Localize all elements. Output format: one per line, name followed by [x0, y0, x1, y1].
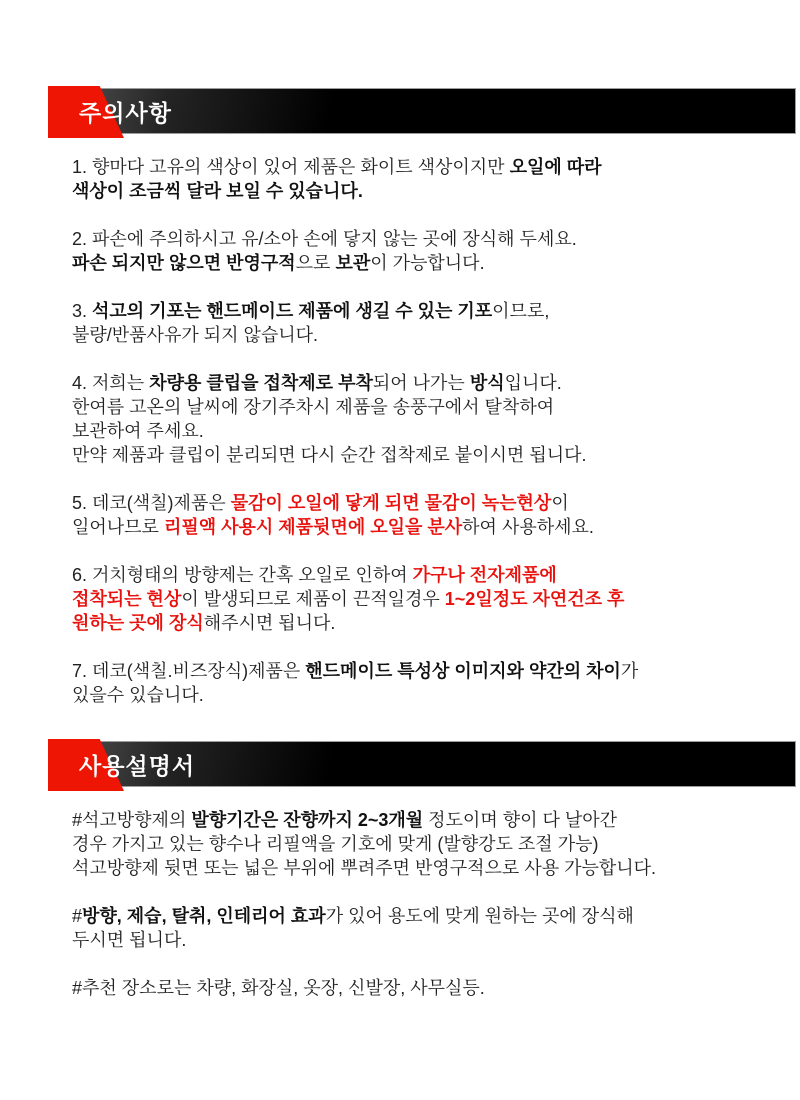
body-text: 있을수 있습니다. [72, 685, 204, 705]
paragraph [72, 371, 800, 467]
body-text: # [72, 906, 83, 926]
paragraph [72, 299, 800, 347]
red-highlight-text: 접착되는 현상 [72, 589, 182, 609]
body-text: 5. 데코(색칠)제품은 [72, 493, 231, 513]
body-text: 2. 파손에 주의하시고 유/소아 손에 닿지 않는 곳에 장식해 두세요. [72, 229, 577, 249]
red-highlight-text: 1~2일정도 자연건조 후 [444, 589, 625, 609]
cautions-banner [48, 88, 796, 134]
emphasis-text: 파손 되지만 않으면 반영구적 [72, 253, 296, 273]
cautions-banner-title: 주의사항 [79, 100, 172, 126]
instructions-banner-title: 사용설명서 [79, 753, 196, 779]
body-text: 이 [551, 493, 569, 513]
red-highlight-text: 물감이 오일에 닿게 되면 물감이 녹는현상 [230, 493, 552, 513]
section-cautions [48, 88, 800, 707]
body-text: 3. [72, 301, 93, 321]
paragraph [72, 563, 800, 635]
cautions-text-block [48, 134, 800, 707]
body-text: 가 [620, 661, 639, 681]
emphasis-text: 방식 [469, 373, 505, 393]
body-text: 4. 저희는 [72, 373, 150, 393]
body-text: 하여 사용하세요. [462, 517, 594, 537]
body-text: 되어 나가는 [372, 373, 470, 393]
body-text: 해주시면 됩니다. [203, 613, 336, 633]
body-text: 경우 가지고 있는 향수나 리필액을 기호에 맞게 (발향강도 조절 가능) [72, 834, 599, 854]
paragraph [72, 227, 800, 275]
emphasis-text: 핸드메이드 특성상 이미지와 약간의 차이 [305, 661, 621, 681]
body-text: 6. 거치형태의 방향제는 간혹 오일로 인하여 [72, 565, 413, 585]
red-highlight-text: 리필액 사용시 제품뒷면에 오일을 분사 [163, 517, 463, 537]
body-text: 이므로, [492, 301, 550, 321]
emphasis-text: 발향기간은 잔향까지 2~3개월 [191, 810, 424, 830]
paragraph [72, 659, 800, 707]
paragraph [72, 808, 800, 880]
emphasis-text: 방향, 제습, 탈취, 인테리어 효과 [82, 906, 326, 926]
body-text: 입니다. [504, 373, 562, 393]
body-text: 보관하여 주세요. [72, 421, 204, 441]
paragraph [72, 491, 800, 539]
paragraph [72, 155, 800, 203]
paragraph [72, 976, 800, 1000]
section-instructions [48, 741, 800, 1000]
body-text: 두시면 됩니다. [72, 930, 187, 950]
body-text: #석고방향제의 [72, 810, 192, 830]
instructions-text-block [48, 787, 800, 1000]
body-text: 1. 향마다 고유의 색상이 있어 제품은 화이트 색상이지만 [72, 157, 510, 177]
emphasis-text: 차량용 클립을 접착제로 부착 [149, 373, 373, 393]
body-text: 이 발생되므로 제품이 끈적일경우 [181, 589, 445, 609]
paragraph [72, 904, 800, 952]
emphasis-text: 오일에 따라 [509, 157, 602, 177]
body-text: 가 있어 용도에 맞게 원하는 곳에 장식해 [325, 906, 634, 926]
red-highlight-text: 가구나 전자제품에 [412, 565, 557, 585]
body-text: 석고방향제 뒷면 또는 넓은 부위에 뿌려주면 반영구적으로 사용 가능합니다. [72, 858, 657, 878]
body-text: 일어나므로 [72, 517, 164, 537]
emphasis-text: 보관 [335, 253, 371, 273]
instructions-banner [48, 741, 796, 787]
emphasis-text: 석고의 기포는 핸드메이드 제품에 생길 수 있는 기포 [92, 301, 493, 321]
body-text: 한여름 고온의 날씨에 장기주차시 제품을 송풍구에서 탈착하여 [72, 397, 555, 417]
body-text: #추천 장소로는 차량, 화장실, 옷장, 신발장, 사무실등. [72, 978, 485, 998]
emphasis-text: 색상이 조금씩 달라 보일 수 있습니다. [72, 181, 363, 201]
body-text: 만약 제품과 클립이 분리되면 다시 순간 접착제로 붙이시면 됩니다. [72, 445, 587, 465]
red-highlight-text: 원하는 곳에 장식 [72, 613, 204, 633]
body-text: 불량/반품사유가 되지 않습니다. [72, 325, 319, 345]
body-text: 정도이며 향이 다 날아간 [423, 810, 618, 830]
body-text: 7. 데코(색칠.비즈장식)제품은 [72, 661, 306, 681]
body-text: 이 가능합니다. [370, 253, 485, 273]
body-text: 으로 [295, 253, 336, 273]
